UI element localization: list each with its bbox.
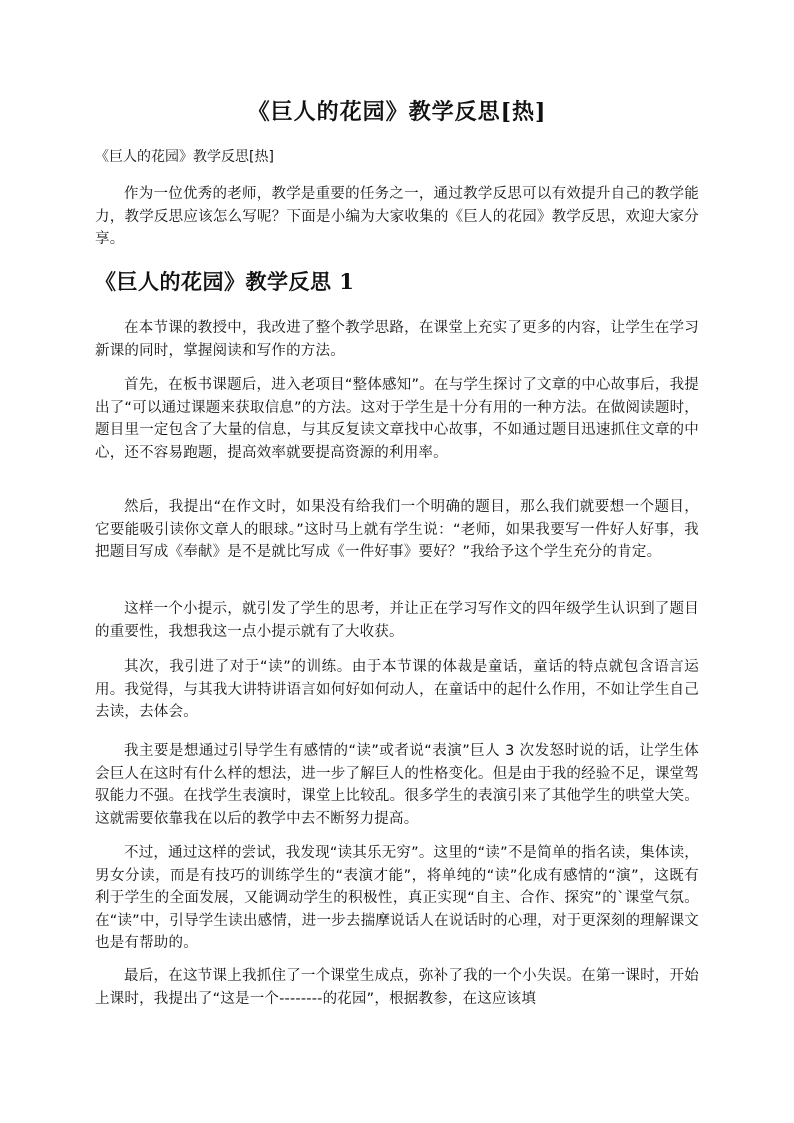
body-paragraph-3: 然后，我提出“在作文时，如果没有给我们一个明确的题目，那么我们就要想一个题目，它要能吸引读你文章人的眼球。”这时马上就有学生说：“老师，如果我要写一件好人好事，我把题目写成《奉献》是不是就比写成《一件好事》要好？”我给予这个学生充分的肯定。: [95, 499, 699, 560]
document-subtitle: 《巨人的花园》教学反思[热]: [95, 149, 274, 165]
body-paragraph-7: 不过，通过这样的尝试，我发现“读其乐无穷”。这里的“读”不是简单的指名读，集体读，男女分读，而是有技巧的训练学生的“表演才能”，将单纯的“读”化成有感情的“演”，这既有利于学生的全面发展，又能调动学生的积极性，真正实现“自主、合作、探究”的`课堂气氛。在“读”中，引导学生读出感情，进一步去揣摩说话人在说话时的心理，对于更深刻的理解课文也是有帮助的。: [95, 845, 699, 951]
body-paragraph-4: 这样一个小提示，就引发了学生的思考，并让正在学习写作文的四年级学生认识到了题目的重要性，我想我这一点小提示就有了大收获。: [95, 601, 699, 640]
intro-paragraph: 作为一位优秀的老师，教学是重要的任务之一，通过教学反思可以有效提升自己的教学能力，教学反思应该怎么写呢？下面是小编为大家收集的《巨人的花园》教学反思，欢迎大家分享。: [95, 186, 699, 247]
body-paragraph-8: 最后，在这节课上我抓住了一个课堂生成点，弥补了我的一个小失误。在第一课时，开始上课时，我提出了“这是一个--------的花园”，根据教参，在这应该填: [95, 968, 699, 1007]
body-paragraph-2: 首先，在板书课题后，进入老项目“整体感知”。在与学生探讨了文章的中心故事后，我提出了“可以通过课题来获取信息”的方法。这对于学生是十分有用的一种方法。在做阅读题时，题目里一定包含了大量的信息，与其反复读文章找中心故事，不如通过题目迅速抓住文章的中心，还不容易跑题，提高效率就要提高资源的利用率。: [95, 377, 699, 461]
body-paragraph-5: 其次，我引进了对于“读”的训练。由于本节课的体裁是童话，童话的特点就包含语言运用。我觉得，与其我大讲特讲语言如何好如何动人，在童话中的起什么作用，不如让学生自己去读，去体会。: [95, 659, 699, 720]
body-paragraph-1: 在本节课的教授中，我改进了整个教学思路，在课堂上充实了更多的内容，让学生在学习新课的同时，掌握阅读和写作的方法。: [95, 320, 699, 359]
document-title: 《巨人的花园》教学反思[热]: [247, 99, 547, 125]
section-heading: 《巨人的花园》教学反思 1: [95, 269, 355, 294]
body-paragraph-6: 我主要是想通过引导学生有感情的“读”或者说“表演”巨人 3 次发怒时说的话，让学生体会巨人在这时有什么样的想法，进一步了解巨人的性格变化。但是由于我的经验不足，课堂驾驭能力不强。在找学生表演时，课堂上比较乱。很多学生的表演引来了其他学生的哄堂大笑。这就需要依靠我在以后的教学中去不断努力提高。: [95, 743, 699, 827]
